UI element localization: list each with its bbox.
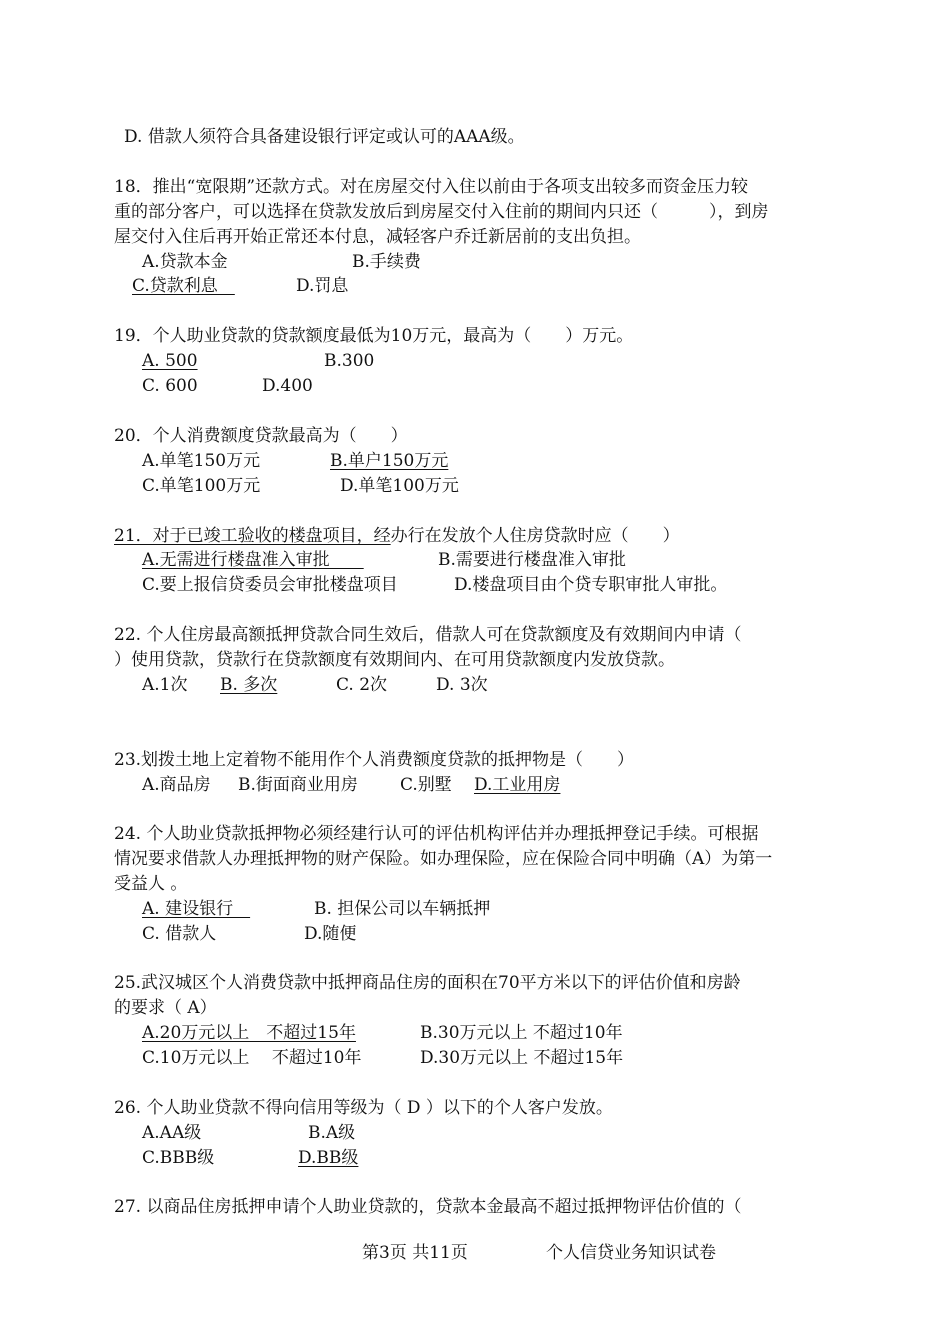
q26-option-d-answer: D.BB级: [298, 1148, 359, 1168]
question-23: 23.划拨土地上定着物不能用作个人消费额度贷款的抵押物是（ ）: [114, 750, 635, 770]
q19-option-b: B.300: [324, 351, 375, 371]
q23-option-c: C.别墅: [400, 775, 452, 795]
footer-title: 个人信贷业务知识试卷: [546, 1243, 716, 1263]
page-number: 第3页 共11页: [362, 1243, 468, 1263]
q26-option-b: B.A级: [308, 1123, 356, 1143]
q23-option-b: B.街面商业用房: [238, 775, 358, 795]
q24-option-b: B. 担保公司以车辆抵押: [314, 899, 491, 919]
q26-option-a: A.AA级: [142, 1123, 202, 1143]
question-26: 26. 个人助业贷款不得向信用等级为（ D ）以下的个人客户发放。: [114, 1098, 613, 1118]
question-22-line-1: 22. 个人住房最高额抵押贷款合同生效后，借款人可在贷款额度及有效期间内申请（: [114, 625, 742, 645]
question-18-line-1: 18．推出“宽限期”还款方式。对在房屋交付入住以前由于各项支出较多而资金压力较: [114, 177, 749, 197]
q18-option-b: B.手续费: [352, 252, 421, 272]
q19-option-d: D.400: [262, 376, 313, 396]
q26-option-c: C.BBB级: [142, 1148, 215, 1168]
q25-option-b: B.30万元以上 不超过10年: [420, 1023, 623, 1043]
question-19: 19．个人助业贷款的贷款额度最低为10万元，最高为（ ）万元。: [114, 326, 634, 346]
q18-option-d: D.罚息: [296, 276, 349, 296]
question-21-rest: 办行在发放个人住房贷款时应（ ）: [390, 526, 680, 546]
option-d-q17: D. 借款人须符合具备建设银行评定或认可的AAA级。: [124, 127, 525, 147]
question-21: [114, 524, 680, 548]
question-18-line-2: 重的部分客户，可以选择在贷款发放后到房屋交付入住前的期间内只还（ ），到房: [114, 202, 769, 222]
q18-option-c-answer: C.贷款利息: [132, 276, 235, 296]
q24-option-c: C. 借款人: [142, 924, 217, 944]
q21-option-a-answer: A.无需进行楼盘准入审批: [142, 550, 364, 570]
q21-option-c: C.要上报信贷委员会审批楼盘项目: [142, 575, 398, 595]
question-27: 27. 以商品住房抵押申请个人助业贷款的，贷款本金最高不超过抵押物评估价值的（: [114, 1197, 742, 1217]
q20-option-c: C.单笔100万元: [142, 476, 261, 496]
q21-option-d: D.楼盘项目由个贷专职审批人审批。: [454, 575, 728, 595]
q25-option-c: C.10万元以上 不超过10年: [142, 1048, 362, 1068]
q20-option-d: D.单笔100万元: [340, 476, 459, 496]
question-18-line-3: 屋交付入住后再开始正常还本付息，减轻客户乔迁新居前的支出负担。: [114, 227, 641, 247]
q24-option-d: D.随便: [304, 924, 357, 944]
q23-option-a: A.商品房: [142, 775, 211, 795]
q25-option-a-answer: A.20万元以上 不超过15年: [142, 1023, 356, 1043]
q20-option-a: A.单笔150万元: [142, 451, 261, 471]
q20-option-b-answer: B.单户150万元: [330, 451, 449, 471]
q25-option-d: D.30万元以上 不超过15年: [420, 1048, 624, 1068]
question-25-line-1: 25.武汉城区个人消费贷款中抵押商品住房的面积在70平方米以下的评估价值和房龄: [114, 973, 741, 993]
q19-option-a-answer: A. 500: [142, 351, 198, 371]
question-20: 20．个人消费额度贷款最高为（ ）: [114, 426, 408, 446]
q22-option-d: D. 3次: [436, 675, 488, 695]
question-21-underlined-part: 21．对于已竣工验收的楼盘项目，经: [114, 526, 391, 546]
q24-option-a-answer: A. 建设银行: [142, 899, 251, 919]
question-24-line-1: 24. 个人助业贷款抵押物必须经建行认可的评估机构评估并办理抵押登记手续。可根据: [114, 824, 759, 844]
q22-option-c: C. 2次: [336, 675, 388, 695]
question-22-line-2: ）使用贷款，贷款行在贷款额度有效期间内、在可用贷款额度内发放贷款。: [114, 650, 675, 670]
q22-option-a: A.1次: [142, 675, 188, 695]
q19-option-c: C. 600: [142, 376, 198, 396]
question-24-line-2: 情况要求借款人办理抵押物的财产保险。如办理保险，应在保险合同中明确（A）为第一: [114, 849, 773, 869]
q18-option-a: A.贷款本金: [142, 252, 228, 272]
question-25-line-2: 的要求（ A）: [114, 998, 217, 1018]
q21-option-b: B.需要进行楼盘准入审批: [438, 550, 626, 570]
q23-option-d-answer: D.工业用房: [474, 775, 561, 795]
question-24-line-3: 受益人 。: [114, 874, 188, 894]
q22-option-b-answer: B. 多次: [220, 675, 278, 695]
